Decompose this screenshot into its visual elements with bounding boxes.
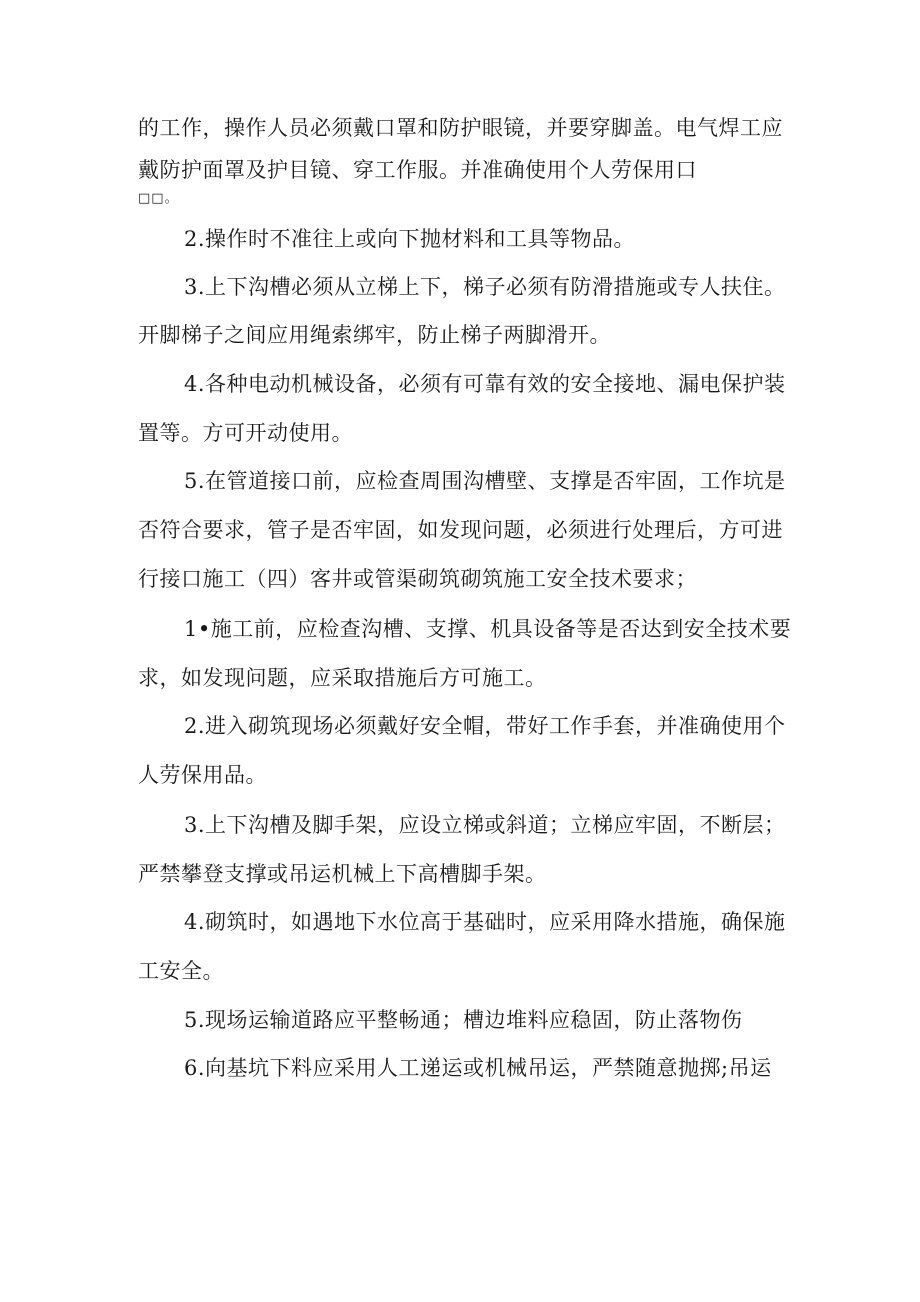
text-line: 工安全。 (138, 959, 224, 983)
text-line: 5.在管道接口前，应检查周围沟槽壁、支撑是否牢固，工作坑是 (184, 469, 786, 493)
text-line: 4.砌筑时，如遇地下水位高于基础时，应采用降水措施，确保施 (184, 910, 786, 934)
text-line: 3.上下沟槽及脚手架，应设立梯或斜道；立梯应牢固，不断层； (184, 813, 786, 837)
text-line: 否符合要求，管子是否牢固，如发现问题，必须进行处理后，方可进 (138, 518, 783, 542)
text-line: 严禁攀登支撑或吊运机械上下高槽脚手架。 (138, 862, 547, 886)
text-line: 人劳保用品。 (138, 763, 267, 787)
text-line: 开脚梯子之间应用绳索绑牢，防止梯子两脚滑开。 (138, 323, 611, 347)
text-line: 行接口施工（四）客井或管渠砌筑砌筑施工安全技术要求； (138, 567, 697, 591)
text-line: 6.向基坑下料应采用人工递运或机械吊运，严禁随意抛掷;吊运 (184, 1056, 772, 1080)
text-line: 2.进入砌筑现场必须戴好安全帽，带好工作手套，并准确使用个 (184, 714, 786, 738)
text-line: 求，如发现问题，应采取措施后方可施工。 (138, 666, 547, 690)
text-line: 3.上下沟槽必须从立梯上下，梯子必须有防滑措施或专人扶住。 (184, 275, 786, 299)
text-line: 置等。方可开动使用。 (138, 421, 353, 445)
text-line: 4.各种电动机械设备，必须有可靠有效的安全接地、漏电保护装 (184, 372, 786, 396)
text-line: 戴防护面罩及护目镜、穿工作服。并准确使用个人劳保用口 (138, 158, 697, 182)
text-line: 1•施工前，应检查沟槽、支撑、机具设备等是否达到安全技术要 (184, 617, 792, 641)
text-line: 2.操作时不准往上或向下抛材料和工具等物品。 (184, 227, 636, 251)
text-line: □□。 (138, 191, 179, 206)
text-line: 的工作，操作人员必须戴口罩和防护眼镜，并要穿脚盖。电气焊工应 (138, 116, 783, 140)
text-line: 5.现场运输道路应平整畅通；槽边堆料应稳固，防止落物伤 (184, 1008, 743, 1032)
